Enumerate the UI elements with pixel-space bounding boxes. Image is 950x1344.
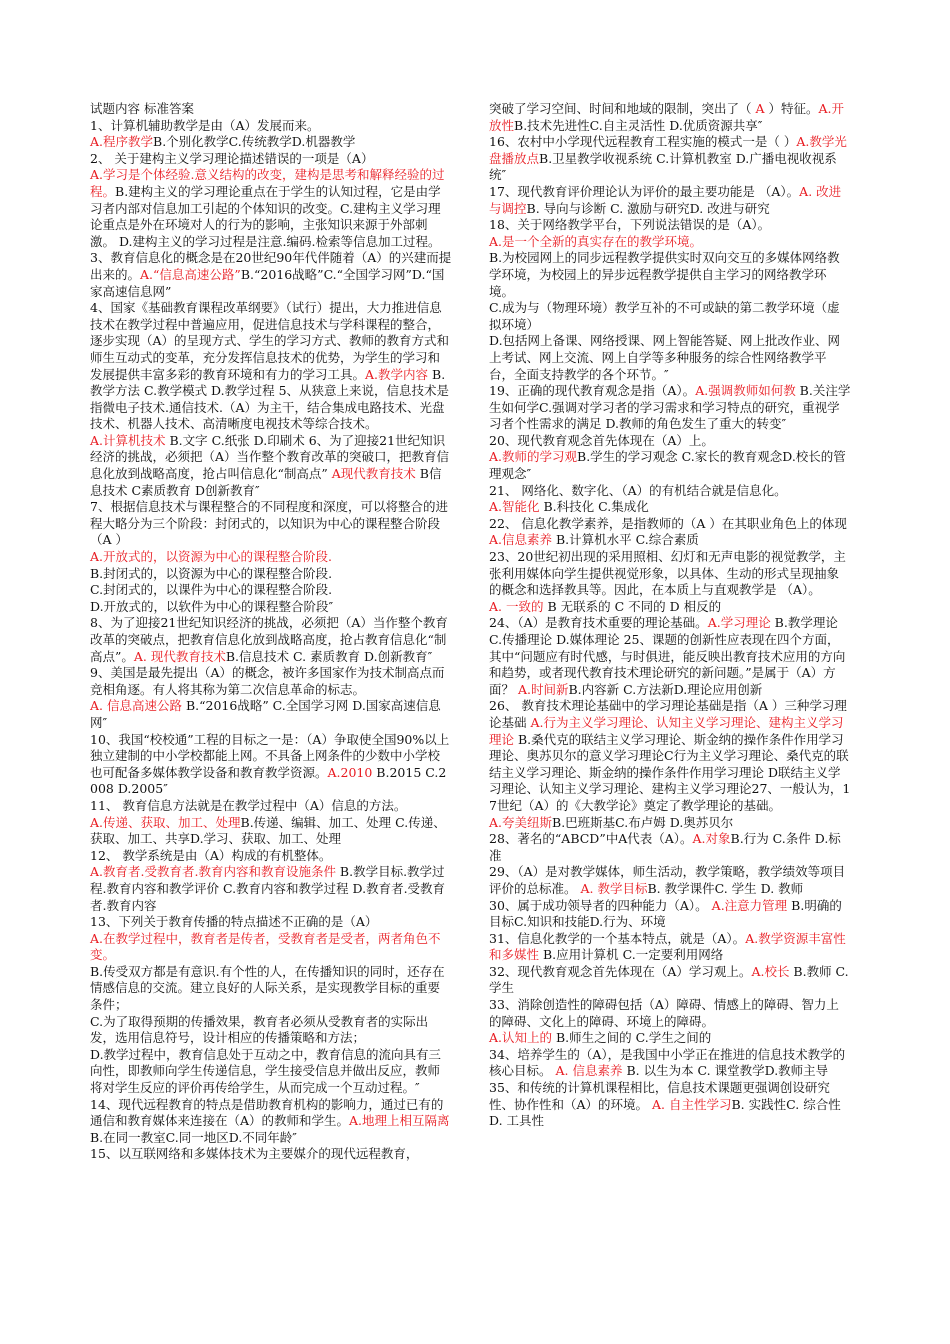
question-paragraph [489, 516, 851, 549]
question-text: B信息技术 C素质教育 D创新教育″ [90, 466, 442, 498]
question-paragraph [90, 615, 452, 665]
question-paragraph [90, 566, 452, 583]
question-paragraph [90, 134, 452, 151]
question-paragraph [90, 300, 452, 433]
question-text: 28、著名的“ABCD”中A代表（A）。 [489, 831, 693, 847]
question-text: B.应用计算机 C.一定要利用网络 [539, 947, 724, 963]
question-paragraph [489, 1080, 851, 1130]
answer-highlight: A.教学光盘播放点 [489, 134, 847, 166]
question-paragraph [90, 549, 452, 566]
answer-highlight: A. 现代教育技术 [133, 648, 226, 664]
question-paragraph [90, 815, 452, 848]
question-paragraph [489, 101, 851, 134]
right-column [489, 101, 851, 1130]
answer-highlight: A.教学资源丰富性和多媒性 [489, 930, 846, 963]
question-text: B.巴班斯基C.布卢姆 D.奥苏贝尔 [552, 814, 734, 830]
question-text: 10、我国“校校通”工程的目标之一是：（A）争取使全国90%以上独立建制的中小学校都能上网。不具备上网条件的少数中小学校也可配备多媒体教学设备和教育教学资源。 [90, 731, 450, 780]
question-paragraph [489, 300, 851, 333]
question-text: C.为了取得预期的传播效果，教育者必须从受教育者的实际出发，选用信息符号，设计相应的传播策略和方法； [90, 1013, 429, 1046]
question-paragraph [90, 118, 452, 135]
question-text: D.开放式的，以软件为中心的课程整合阶段″ [90, 598, 334, 614]
question-paragraph [489, 234, 851, 251]
question-text: 12、 教学系统是由（A）构成的有机整体。 [90, 847, 332, 863]
question-text: 14、现代远程教育的特点是借助教育机构的影响力，通过已有的通信和教育媒体来连接在（A）的教师和学生。 [90, 1096, 444, 1129]
question-paragraph [489, 499, 851, 516]
question-text: B. 实践性C. 综合性D. 工具性 [489, 1096, 841, 1129]
question-text: 26、 教育技术理论基础中的学习理论基础是指（A ）三种学习理论基础 [489, 698, 847, 730]
question-text: 17、现代教育评价理论认为评价的最主要功能是 （A）。 [489, 183, 800, 199]
question-paragraph [90, 599, 452, 616]
answer-highlight: A.是一个全新的真实存在的教学环境。 [489, 233, 703, 249]
question-text: B.桑代克的联结主义学习理论、斯金纳的操作条件作用学习理论、奥苏贝尔的意义学习理论C行为主义学习理论、桑代克的联结主义学习理论、斯金纳的操作条件作用学习理论 D联结主义学习理论、认知主义学习理论、建构主义学习理论27、一般认为，17世纪（A）的《大教学论》奠定了教学理论的基础。 [489, 731, 851, 813]
question-text: B.学生的学习观念 C.家长的教育观念D.校长的管理观念″ [489, 449, 846, 482]
question-text: B. 教学课件C. 学生 D. 教师 [647, 880, 804, 896]
question-paragraph [489, 250, 851, 300]
question-text: C.成为与（物理环境）教学互补的不可或缺的第二教学环境（虚拟环境） [489, 300, 840, 332]
question-paragraph [90, 1097, 452, 1147]
question-text: 32、现代教育观念首先体现在（A）学习观上。 [489, 963, 752, 979]
question-text: 35、和传统的计算机课程相比，信息技术课题更强调创设研究性、协作性和（A）的环境。 [489, 1080, 830, 1112]
question-text: B 无联系的 C 不同的 D 相反的 [543, 598, 722, 614]
question-paragraph [90, 167, 452, 250]
question-text: 4、国家《基础教育课程改革纲要》（试行）提出，大力推进信息技术在教学过程中普遍应用，促进信息技术与学科课程的整合，逐步实现（A）的呈现方式、学生的学习方式、教师的教育方式和师生互动式的变革，充分发挥信息技术的优势，为学生的学习和发展提供丰富多彩的教育环境和有力的学习工具。 [90, 300, 450, 382]
answer-highlight: A.计算机技术 [90, 432, 166, 448]
question-text: B.教学目标.教学过程.教育内容和教学评价 C.教育内容和教学过程 D.教育者.受教育者.教育内容 [90, 864, 446, 913]
question-text: 11、 教育信息方法就是在教学过程中（A）信息的方法。 [90, 797, 407, 813]
question-paragraph [90, 1146, 452, 1163]
question-text: B.文字 C.纸张 D.印刷术 6、为了迎接21世纪知识经济的挑战，必须把（A）当作整个教育改革的突破口，把教育信息化放到战略高度，抢占叫信息化“制高点” [90, 432, 450, 482]
question-paragraph [489, 964, 851, 997]
question-text: 2、 关于建构主义学习理论描述错误的一项是（A） [90, 150, 374, 166]
question-paragraph [90, 250, 452, 300]
question-text: B.技术先进性C.自主灵活性 D.优质资源共享″ [514, 117, 763, 133]
question-paragraph [489, 483, 851, 500]
question-paragraph [489, 433, 851, 450]
question-text: B.“2016战略”C.“全国学习网”D.“国家高速信息网” [90, 266, 445, 299]
question-text: B.“2016战略” C.全国学习网 D.国家高速信息网″ [90, 698, 441, 730]
question-paragraph [489, 831, 851, 864]
answer-highlight: A.地理上相互隔离 [349, 1113, 450, 1129]
answer-highlight: A.教师的学习观 [489, 449, 578, 465]
question-paragraph [90, 931, 452, 964]
question-paragraph [489, 615, 851, 698]
question-paragraph [90, 499, 452, 549]
answer-highlight: A [755, 101, 765, 116]
answer-highlight: A.校长 [751, 963, 790, 979]
question-paragraph [90, 698, 452, 731]
question-paragraph [489, 449, 851, 482]
answer-highlight: A.教育者.受教育者.教育内容和教育设施条件 [90, 864, 336, 880]
question-text: 21、 网络化、数字化、（A）的有机结合就是信息化。 [489, 482, 787, 498]
question-paragraph [90, 433, 452, 499]
question-text: 16、农村中小学现代远程教育工程实施的模式一是（ ） [489, 134, 797, 150]
answer-highlight: A.学习是个体经验.意义结构的改变，建构是思考和解释经验的过程。 [90, 167, 445, 199]
question-text: 18、关于网络教学平台，下列说法错误的是（A）。 [489, 217, 771, 233]
question-text: B.教师 C.学生 [489, 963, 849, 996]
question-text: B.传递、编辑、加工、处理 C.传递、获取、加工、共享D.学习、获取、加工、处理 [90, 814, 446, 847]
question-paragraph [90, 1047, 452, 1097]
question-text: B.关注学生如何学C.强调对学习者的学习需求和学习特点的研究，重视学习者个性需求的满足 D.教师的角色发生了重大的转变″ [489, 383, 851, 432]
question-text: 9、美国是最先提出（A）的概念，被许多国家作为技术制高点而竞相角逐。有人将其称为第二次信息革命的标志。 [90, 665, 445, 697]
question-paragraph [90, 1014, 452, 1047]
question-paragraph [489, 931, 851, 964]
question-text: 24、（A）是教育技术重要的理论基础。 [489, 615, 708, 631]
question-paragraph [489, 333, 851, 383]
question-text: 7、根据信息技术与课程整合的不同程度和深度，可以将整合的进程大略分为三个阶段：封闭式的，以知识为中心的课程整合阶段（A ） [90, 499, 448, 548]
answer-highlight: A.时间新 [517, 681, 569, 697]
answer-highlight: A.注意力管理 [711, 897, 788, 913]
question-text: B.信息技术 C. 素质教育 D.创新教育″ [225, 648, 433, 664]
question-text: 8、为了迎接21世纪知识经济的挑战，必须把（A）当作整个教育改革的突破点，把教育信息化放到战略高度，抢占教育信息化“制高点”。 [90, 615, 448, 664]
question-text: 15、以互联网络和多媒体技术为主要媒介的现代远程教育， [90, 1146, 419, 1162]
answer-highlight: A. 信息素养 [555, 1063, 623, 1079]
answer-highlight: A.信息素养 [489, 532, 553, 548]
question-text: B.教学理论 C.传播理论 D.媒体理论 25、课题的创新性应表现在四个方面，其中“问题应有时代感，与时俱进，能反映出教育技术应用的方向和趋势，或者现代教育技术理论研究的新问题。”是属于（A）方面？ [489, 615, 846, 697]
question-text: B.封闭式的，以资源为中心的课程整合阶段. [90, 565, 333, 581]
question-text: B.教学方法 C.教学模式 D.教学过程 5、从狭意上来说，信息技术是指微电子技术.通信技术.（A）为主干，结合集成电路技术、光盘技术、机器人技术、高清晰度电视技术等综合技术。 [90, 366, 450, 432]
question-text: B.建构主义的学习理论重点在于学生的认知过程，它是由学习者内部对信息加工引起的个体知识的改变。C.建构主义学习理论重点是外在环境对人的行为的影响，主张知识来源于外部刺激。 D.建构主义的学习过程是注意.编码.检索等信息加工过程。 [90, 183, 441, 249]
question-paragraph [489, 184, 851, 217]
question-paragraph [489, 134, 851, 184]
question-text: 31、信息化教学的一个基本特点，就是（A）。 [489, 930, 746, 946]
question-text: 1、计算机辅助教学是由（A）发展而来。 [90, 117, 320, 133]
question-text: B.科技化 C.集成化 [539, 499, 649, 515]
question-text: B.传受双方都是有意识.有个性的人，在传播知识的同时，还存在情感信息的交流。建立良好的人际关系，是实现教学目标的重要条件； [90, 963, 445, 1013]
question-paragraph [90, 848, 452, 865]
question-paragraph [489, 549, 851, 599]
answer-highlight: A.夸美纽斯 [489, 814, 553, 830]
question-text: B.计算机水平 C.综合素质 [552, 532, 699, 548]
question-text: 29、（A）是对教学媒体，师生活动，教学策略，教学绩效等项目评价的总标准。 [489, 864, 846, 896]
question-paragraph [90, 151, 452, 168]
question-paragraph [489, 1047, 851, 1080]
answer-highlight: A.认知上的 [489, 1030, 553, 1046]
question-text: B.2015 C.2008 D.2005″ [90, 764, 447, 797]
answer-highlight: A.开放性 [489, 101, 845, 133]
question-paragraph [90, 732, 452, 798]
question-text: B.行为 C.条件 D.标准 [489, 831, 841, 863]
question-paragraph [90, 964, 452, 1014]
question-text: D.包括网上备课、网络授课、网上智能答疑、网上批改作业、网上考试、网上交流、网上自学等多种服务的综合性网络教学平台，全面支持教学的各个环节。″ [489, 333, 841, 382]
question-text: 30、属于成功领导者的四种能力（A）。 [489, 897, 712, 913]
answer-highlight: A.对象 [692, 831, 731, 847]
answer-highlight: A现代教育技术 [331, 466, 416, 482]
answer-highlight: A.“信息高速公路” [140, 266, 241, 282]
answer-highlight: A.行为主义学习理论、认知主义学习理论、建构主义学习理论 [489, 714, 844, 747]
answer-highlight: A. 教学目标 [580, 880, 648, 896]
answer-highlight: A.2010 [327, 764, 373, 780]
question-paragraph [489, 997, 851, 1030]
question-text: 3、教育信息化的概念是在20世纪90年代伴随着（A）的兴建而提出来的。 [90, 250, 452, 282]
question-paragraph [90, 798, 452, 815]
question-text: B.明确的目标C.知识和技能D.行为、环境 [489, 897, 842, 930]
question-text: 23、20世纪初出现的采用照相、幻灯和无声电影的视觉教学，主张利用媒体向学生提供视觉形象，以具体、生动的形式呈现抽象的概念和选择教具等。因此，在本质上与直观教学是 （A）。 [489, 549, 846, 598]
question-text: C.封闭式的，以课件为中心的课程整合阶段. [90, 582, 333, 598]
question-text: ）特征。 [764, 101, 819, 116]
question-text: 13、下列关于教育传播的特点描述不正确的是（A） [90, 914, 378, 930]
question-text: B.在同一教室C.同一地区D.不同年龄″ [90, 1129, 297, 1145]
answer-highlight: A.在教学过程中，教育者是传者，受教育者是受者，两者角色不变。 [90, 930, 441, 963]
question-text: B.为校园网上的同步远程教学提供实时双向交互的多媒体网络教学环境，为校园上的异步远程教学提供自主学习的网络教学环境。 [489, 250, 840, 299]
question-paragraph [489, 898, 851, 931]
answer-highlight: A.程序教学 [90, 134, 154, 150]
question-paragraph [489, 383, 851, 433]
question-text: B. 以生为本 C. 课堂教学D.教师主导 [622, 1063, 829, 1079]
question-paragraph [489, 1030, 851, 1047]
answer-highlight: A.智能化 [489, 499, 540, 515]
question-text: 22、 信息化教学素养，是指教师的（A ）在其职业角色上的体现 [489, 515, 847, 531]
question-paragraph [90, 665, 452, 698]
question-paragraph [489, 217, 851, 234]
answer-highlight: A.学习理论 [707, 615, 771, 631]
question-text: B.卫星教学收视系统 C.计算机教室 D.广播电视收视系统″ [489, 150, 837, 183]
question-paragraph [489, 815, 851, 832]
question-text: B. 导向与诊断 C. 激励与研究D. 改进与研究 [526, 200, 770, 216]
answer-highlight: A.强调教师如何教 [695, 383, 796, 399]
answer-highlight: A. 信息高速公路 [90, 698, 182, 714]
question-text: B.内容新 C.方法新D.理论应用创新 [568, 681, 763, 697]
question-text: 20、现代教育观念首先体现在（A）上。 [489, 432, 714, 448]
answer-highlight: A.传递、获取、加工、处理 [90, 814, 241, 830]
question-text: B.师生之间的 C.学生之间的 [552, 1030, 712, 1046]
question-paragraph [90, 864, 452, 914]
question-paragraph [90, 582, 452, 599]
question-paragraph [489, 864, 851, 897]
question-text: B.个别化教学C.传统教学D.机器教学 [153, 134, 356, 150]
left-column [90, 101, 452, 1163]
question-text: 33、消除创造性的障碍包括（A）障碍、情感上的障碍、智力上的障碍、文化上的障碍、环境上的障碍。 [489, 997, 839, 1029]
question-paragraph [489, 599, 851, 616]
answer-highlight: A. 自主性学习 [652, 1096, 732, 1112]
question-paragraph [489, 698, 851, 814]
question-paragraph [90, 914, 452, 931]
answer-highlight: A. 一致的 [489, 598, 544, 614]
answer-highlight: A.教学内容 [365, 366, 429, 382]
question-text: 34、培养学生的（A），是我国中小学正在推进的信息技术教学的核心目标。 [489, 1046, 846, 1079]
question-text: D.教学过程中，教育信息处于互动之中，教育信息的流向具有三向性，即教师向学生传递信息，学生接受信息并做出反应，教师将对学生反应的评价再传给学生，从而完成一个互动过程。″ [90, 1046, 442, 1096]
question-text: 19、正确的现代教育观念是指（A）。 [489, 383, 696, 399]
answer-highlight: A.开放式的，以资源为中心的课程整合阶段. [90, 549, 332, 565]
question-text: 突破了学习空间、时间和地域的限制，突出了（ [489, 101, 756, 116]
answer-highlight: A. 改进与调控 [489, 183, 842, 216]
document-header: 试题内容 标准答案 [90, 101, 194, 116]
